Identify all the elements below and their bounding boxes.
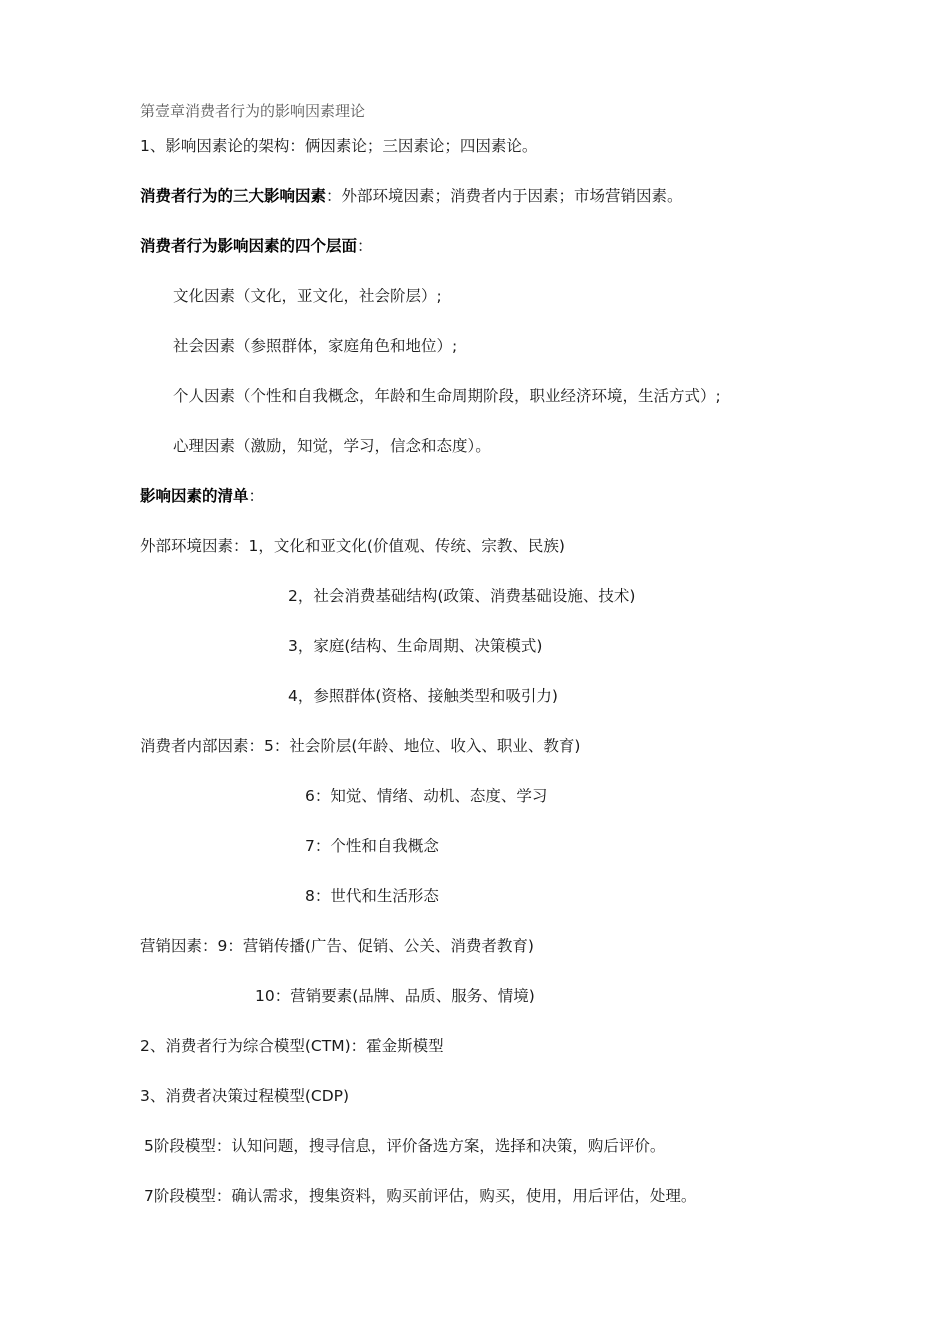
marketing-factor-item: 9：营销传播(广告、促销、公关、消费者教育)	[217, 937, 534, 955]
four-levels-colon: ：	[357, 237, 373, 255]
paragraph-ctm: 2、消费者行为综合模型(CTM)：霍金斯模型	[140, 1037, 444, 1055]
external-factor-line	[140, 535, 565, 557]
three-factors-text: ：外部环境因素；消费者内于因素；市场营销因素。	[326, 187, 683, 205]
four-levels-heading: 消费者行为影响因素的四个层面	[140, 237, 358, 255]
three-factors-heading: 消费者行为的三大影响因素	[140, 187, 327, 205]
internal-factor-item: 6：知觉、情绪、动机、态度、学习	[305, 787, 548, 805]
external-factor-item: 1，文化和亚文化(价值观、传统、宗教、民族)	[248, 537, 565, 555]
seven-stage-model: 7阶段模型：确认需求，搜集资料，购买前评估，购买，使用，用后评估，处理。	[144, 1187, 697, 1205]
external-factor-item: 2，社会消费基础结构(政策、消费基础设施、技术)	[288, 587, 636, 605]
external-factor-label: 外部环境因素：	[140, 537, 249, 555]
external-factor-item: 4，参照群体(资格、接触类型和吸引力)	[288, 687, 558, 705]
checklist-heading: 影响因素的清单	[140, 487, 249, 505]
paragraph-cdp: 3、消费者决策过程模型(CDP)	[140, 1087, 350, 1105]
external-factor-item: 3，家庭(结构、生命周期、决策模式)	[288, 637, 543, 655]
checklist-heading-line	[140, 485, 264, 507]
three-factors-line	[140, 185, 683, 207]
internal-factor-item: 8：世代和生活形态	[305, 887, 439, 905]
chapter-title: 第壹章消费者行为的影响因素理论	[140, 102, 366, 120]
internal-factor-line	[140, 735, 580, 757]
internal-factor-item: 5：社会阶层(年龄、地位、收入、职业、教育)	[264, 737, 581, 755]
four-levels-item-personal: 个人因素（个性和自我概念，年龄和生命周期阶段，职业经济环境，生活方式）;	[173, 387, 721, 405]
internal-factor-item: 7：个性和自我概念	[305, 837, 439, 855]
marketing-factor-item: 10：营销要素(品牌、品质、服务、情境)	[255, 987, 535, 1005]
marketing-factor-line	[140, 935, 534, 957]
paragraph-architecture: 1、影响因素论的架构：俩因素论；三因素论；四因素论。	[140, 137, 538, 155]
checklist-colon: ：	[248, 487, 265, 505]
marketing-factor-label: 营销因素：	[140, 937, 218, 955]
four-levels-item-culture: 文化因素（文化，亚文化，社会阶层）;	[173, 287, 442, 305]
five-stage-model: 5阶段模型：认知问题，搜寻信息，评价备选方案，选择和决策，购后评价。	[144, 1137, 666, 1155]
four-levels-item-psychological: 心理因素（激励，知觉，学习，信念和态度）。	[173, 437, 491, 455]
internal-factor-label: 消费者内部因素：	[140, 737, 265, 755]
four-levels-line	[140, 235, 373, 257]
four-levels-item-social: 社会因素（参照群体，家庭角色和地位）;	[173, 337, 458, 355]
